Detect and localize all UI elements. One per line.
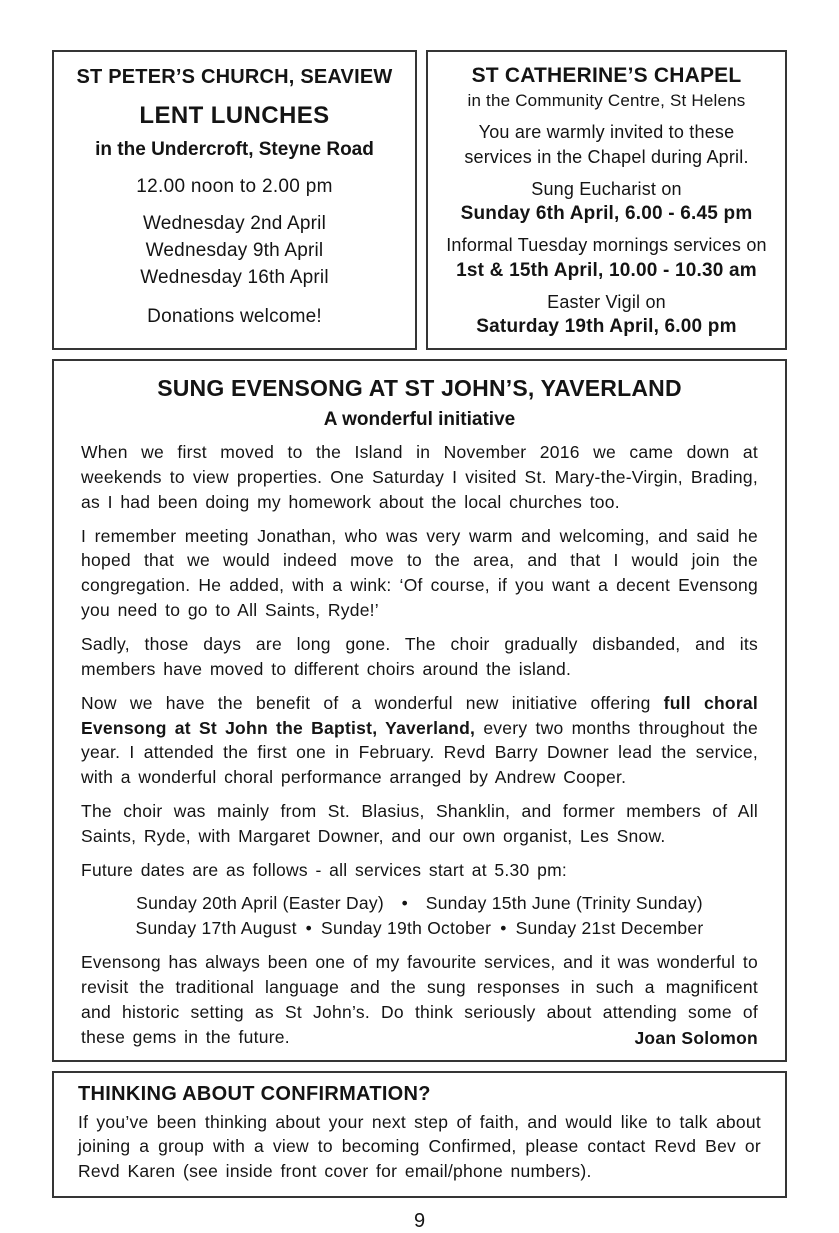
lent-box-church-title: ST PETER’S CHURCH, SEAVIEW [76, 66, 393, 88]
service-dates-line: Sunday 17th August • Sunday 19th October • Sunday 21st December [135, 918, 704, 939]
chapel-box-subtitle: in the Community Centre, St Helens [467, 91, 746, 110]
paragraph-text: every two months throughout the year. I attended the first one in February. Revd Barry Downer lead the service, with a wonderful choral performance arranged by Andrew Cooper. [81, 717, 759, 788]
paragraph-bold-text: full choral Evensong at St John the Baptist, Yaverland, [81, 692, 758, 738]
article-subtitle: A wonderful initiative [323, 409, 516, 431]
lent-box-footer: Donations welcome! [147, 305, 322, 327]
chapel-event [434, 234, 779, 282]
lent-date-line: Wednesday 16th April [140, 266, 329, 288]
article-paragraph: Sadly, those days are long gone. The choir gradually disbanded, and its members have moved to different choirs around the island. [81, 633, 758, 679]
page-number: 9 [413, 1210, 426, 1233]
chapel-event [434, 178, 779, 226]
chapel-services-box [426, 50, 787, 350]
article-paragraph [81, 691, 758, 790]
chapel-box-invite: You are warmly invited to these services in the Chapel during April. [464, 122, 749, 167]
service-dates-line: Sunday 20th April (Easter Day) • Sunday 15th June (Trinity Sunday) [136, 892, 703, 913]
article-paragraph: When we first moved to the Island in November 2016 we came down at weekends to view properties. One Saturday I visited St. Mary-the-Virgin, Brading, as I had been doing my homework about the local churches too. [81, 442, 758, 512]
lent-box-location: in the Undercroft, Steyne Road [95, 139, 374, 160]
chapel-event-lead: Informal Tuesday mornings services on [446, 235, 767, 256]
article-closing [81, 950, 758, 1049]
paragraph-text: Now we have the benefit of a wonderful new initiative offering [81, 692, 664, 713]
lent-box-event-title: LENT LUNCHES [139, 102, 330, 129]
lent-lunches-box [52, 50, 417, 350]
article-paragraph: Future dates are as follows - all services start at 5.30 pm: [81, 859, 568, 880]
chapel-box-title: ST CATHERINE’S CHAPEL [471, 64, 742, 87]
article-author: Joan Solomon [620, 1028, 758, 1049]
confirmation-title: THINKING ABOUT CONFIRMATION? [78, 1082, 431, 1105]
chapel-event [434, 291, 779, 339]
confirmation-notice-box [52, 1071, 787, 1199]
article-paragraph: The choir was mainly from St. Blasius, Shanklin, and former members of All Saints, Ryde, with Margaret Downer, and our own organist, Les Snow. [81, 801, 758, 846]
top-notice-row [52, 50, 787, 350]
article-paragraph: Evensong has always been one of my favourite services, and it was wonderful to revisit the traditional language and the sung responses in such a magnificent and historic setting as St John’s. Do think seriously about attending some of these gems in the future. [81, 952, 758, 1047]
lent-box-dates [62, 211, 407, 292]
article-paragraph: I remember meeting Jonathan, who was very warm and welcoming, and said he hoped that we would indeed move to the area, and that I would join the congregation. He added, with a wink: ‘Of course, if you want a decent Evensong you need to go to All Saints, Ryde!’ [81, 525, 758, 621]
chapel-event-detail: Saturday 19th April, 6.00 pm [476, 315, 737, 337]
chapel-event-lead: Easter Vigil on [547, 291, 666, 312]
article-title: SUNG EVENSONG AT ST JOHN’S, YAVERLAND [157, 375, 682, 402]
confirmation-text: If you’ve been thinking about your next step of faith, and would like to talk about joining a group with a view to becoming Confirmed, please contact Revd Bev or Revd Karen (see inside front cover for email/phone numbers). [78, 1111, 761, 1182]
lent-date-line: Wednesday 2nd April [142, 213, 326, 234]
evensong-article-box [52, 359, 787, 1062]
chapel-event-detail: 1st & 15th April, 10.00 - 10.30 am [456, 259, 757, 281]
lent-box-time: 12.00 noon to 2.00 pm [136, 176, 333, 197]
chapel-event-lead: Sung Eucharist on [531, 178, 682, 199]
lent-date-line: Wednesday 9th April [145, 239, 324, 261]
chapel-event-detail: Sunday 6th April, 6.00 - 6.45 pm [460, 203, 753, 225]
